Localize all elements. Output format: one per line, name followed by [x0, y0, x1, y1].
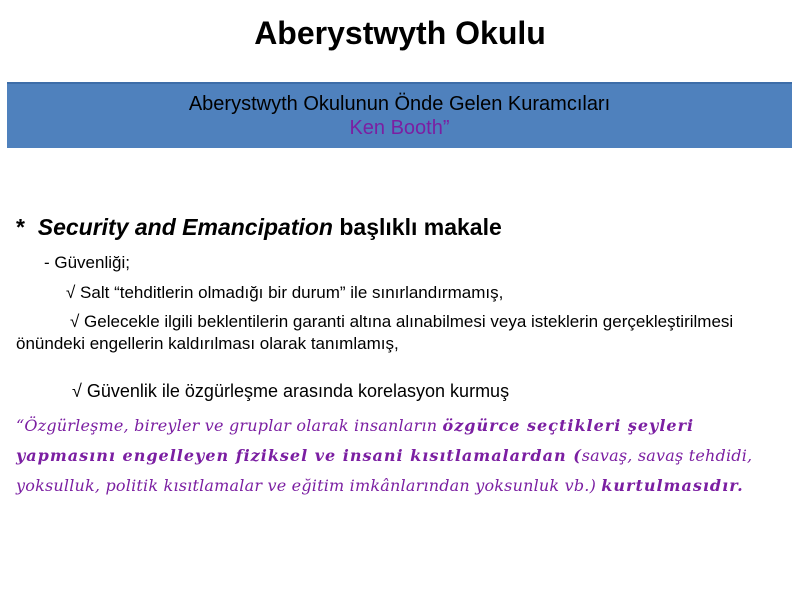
quote-part-2: savaş, savaş tehdidi, yoksulluk, politik kısıtlamalar ve eğitim imkânlarından yoksunluk vb.)	[16, 446, 753, 495]
list-item-expectations-text: √ Gelecekle ilgili beklentilerin garanti altına alınabilmesi veya isteklerin gerçekleştirilmesi önündeki engellerin kaldırılması olarak tanımlamış,	[16, 312, 734, 353]
article-heading-suffix: başlıklı makale	[332, 214, 502, 240]
list-item-correlation: √ Güvenlik ile özgürleşme arasında korelasyon kurmuş	[72, 381, 510, 401]
emancipation-quote	[16, 411, 786, 501]
list-item-expectations	[16, 311, 776, 355]
banner-author: Ken Booth”	[349, 117, 450, 139]
quote-bold-2: kurtulmasıdır.	[601, 476, 744, 495]
banner-heading: Aberystwyth Okulunun Önde Gelen Kuramcıları	[188, 93, 611, 115]
quote-bold-1: özgürce seçtikleri şeyleri yapmasını engelleyen fiziksel ve insani kısıtlamalardan (	[16, 416, 695, 465]
article-title: Security and Emancipation	[37, 214, 333, 240]
slide-title: Aberystwyth Okulu	[254, 15, 546, 51]
quote-part-1: “Özgürleşme, bireyler ve gruplar olarak insanların	[16, 416, 443, 435]
article-heading	[16, 212, 800, 242]
list-item-threats: √ Salt “tehditlerin olmadığı bir durum” ile sınırlandırmamış,	[66, 283, 504, 302]
subtitle-banner	[7, 82, 792, 148]
bullet-marker: *	[16, 214, 25, 240]
list-item-security: - Güvenliği;	[44, 253, 130, 272]
